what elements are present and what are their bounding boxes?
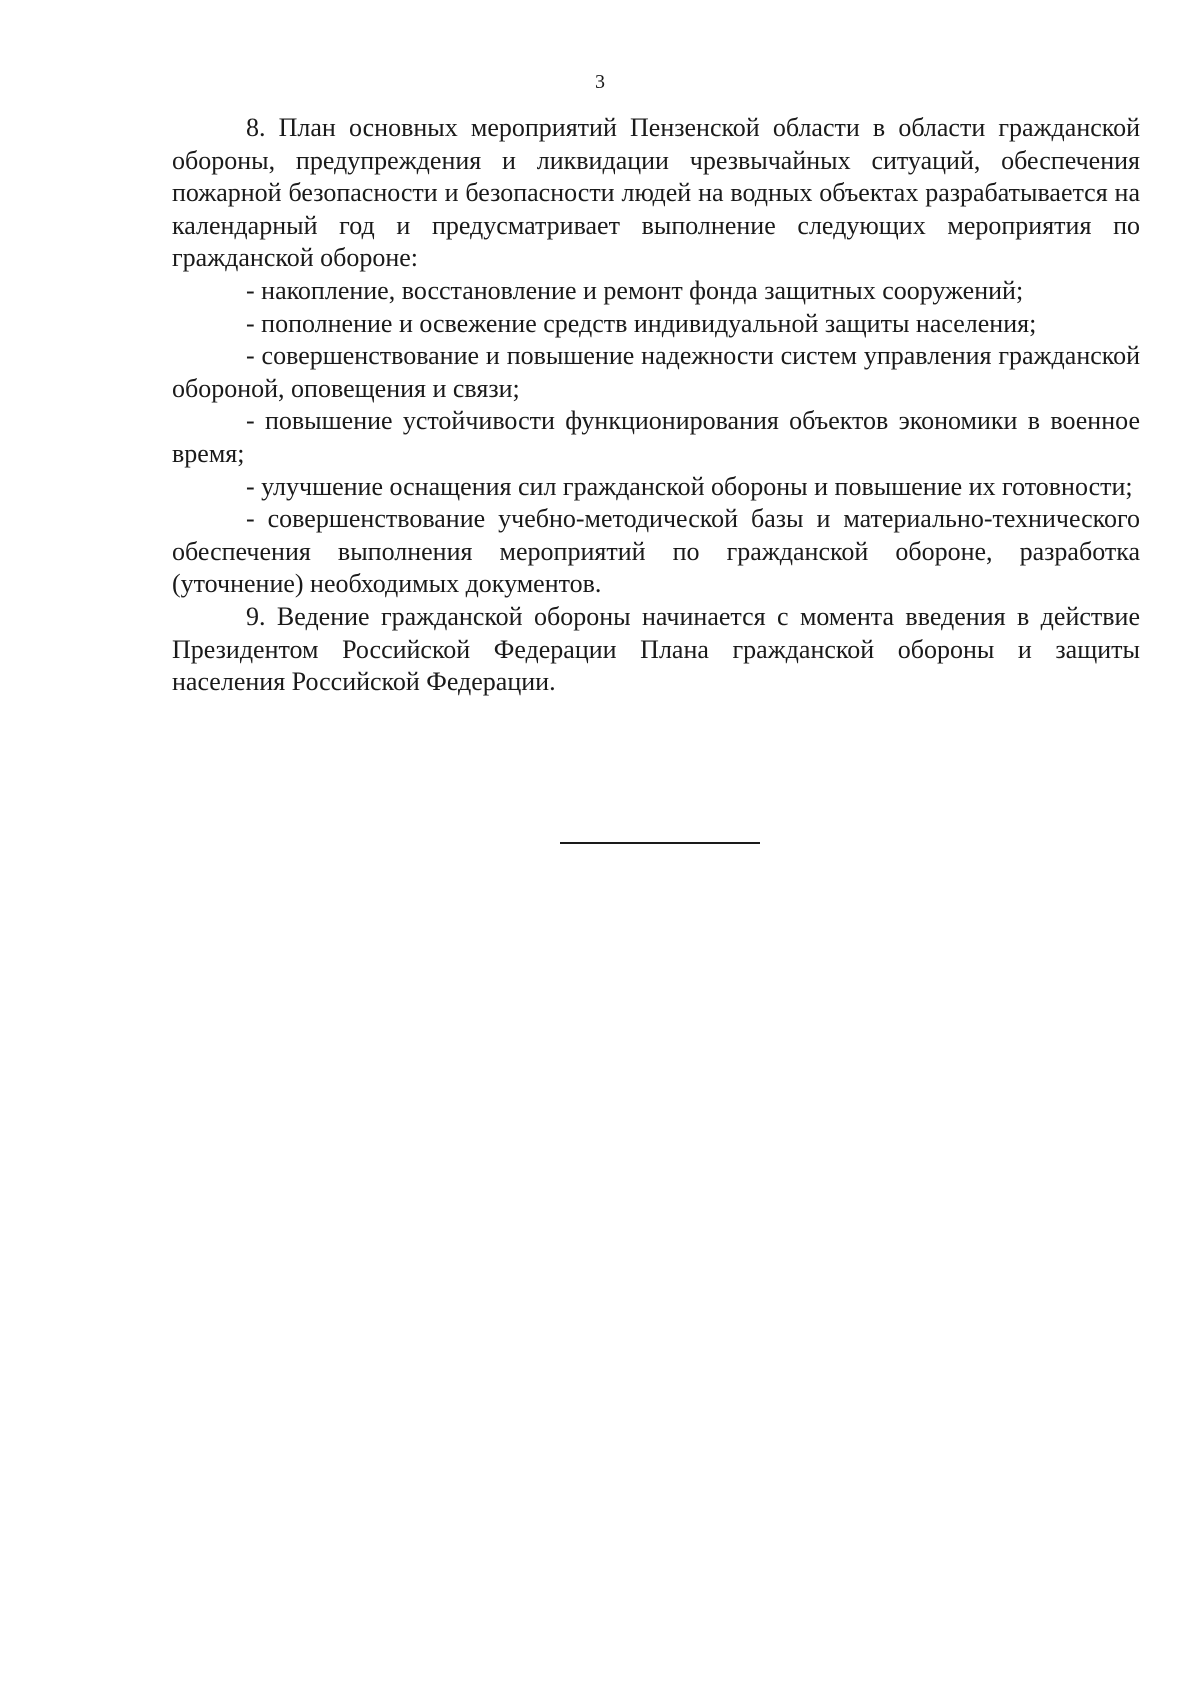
list-item-control-systems: - совершенствование и повышение надежности систем управления гражданской обороной, оповещения и связи; [172, 341, 1140, 403]
list-item-protective-structures: - накопление, восстановление и ремонт фонда защитных сооружений; [246, 275, 1024, 305]
end-divider-line [560, 842, 760, 844]
paragraph-9-civil-defense-start: 9. Ведение гражданской обороны начинается с момента введения в действие Президентом Российской Федерации Плана гражданской обороны и защиты населения Российской Федерации. [172, 601, 1140, 697]
list-item-economic-stability: - повышение устойчивости функционирования объектов экономики в военное время; [172, 406, 1140, 468]
paragraph-8-plan: 8. План основных мероприятий Пензенской области в области гражданской обороны, предупреждения и ликвидации чрезвычайных ситуаций, обеспечения пожарной безопасности и безопасности людей на водных объектах разрабатывается на календарный год и предусматривает выполнение следующих мероприятия по гражданской обороне: [172, 113, 1140, 273]
list-item-personal-protection: - пополнение и освежение средств индивидуальной защиты населения; [246, 308, 1037, 338]
document-body [172, 112, 1140, 699]
list-item-forces-equipment: - улучшение оснащения сил гражданской обороны и повышение их готовности; [246, 471, 1133, 501]
list-item-training-base: - совершенствование учебно-методической базы и материально-технического обеспечения выполнения мероприятий по гражданской обороне, разработка (уточнение) необходимых документов. [172, 504, 1140, 599]
page-number: 3 [595, 71, 605, 93]
